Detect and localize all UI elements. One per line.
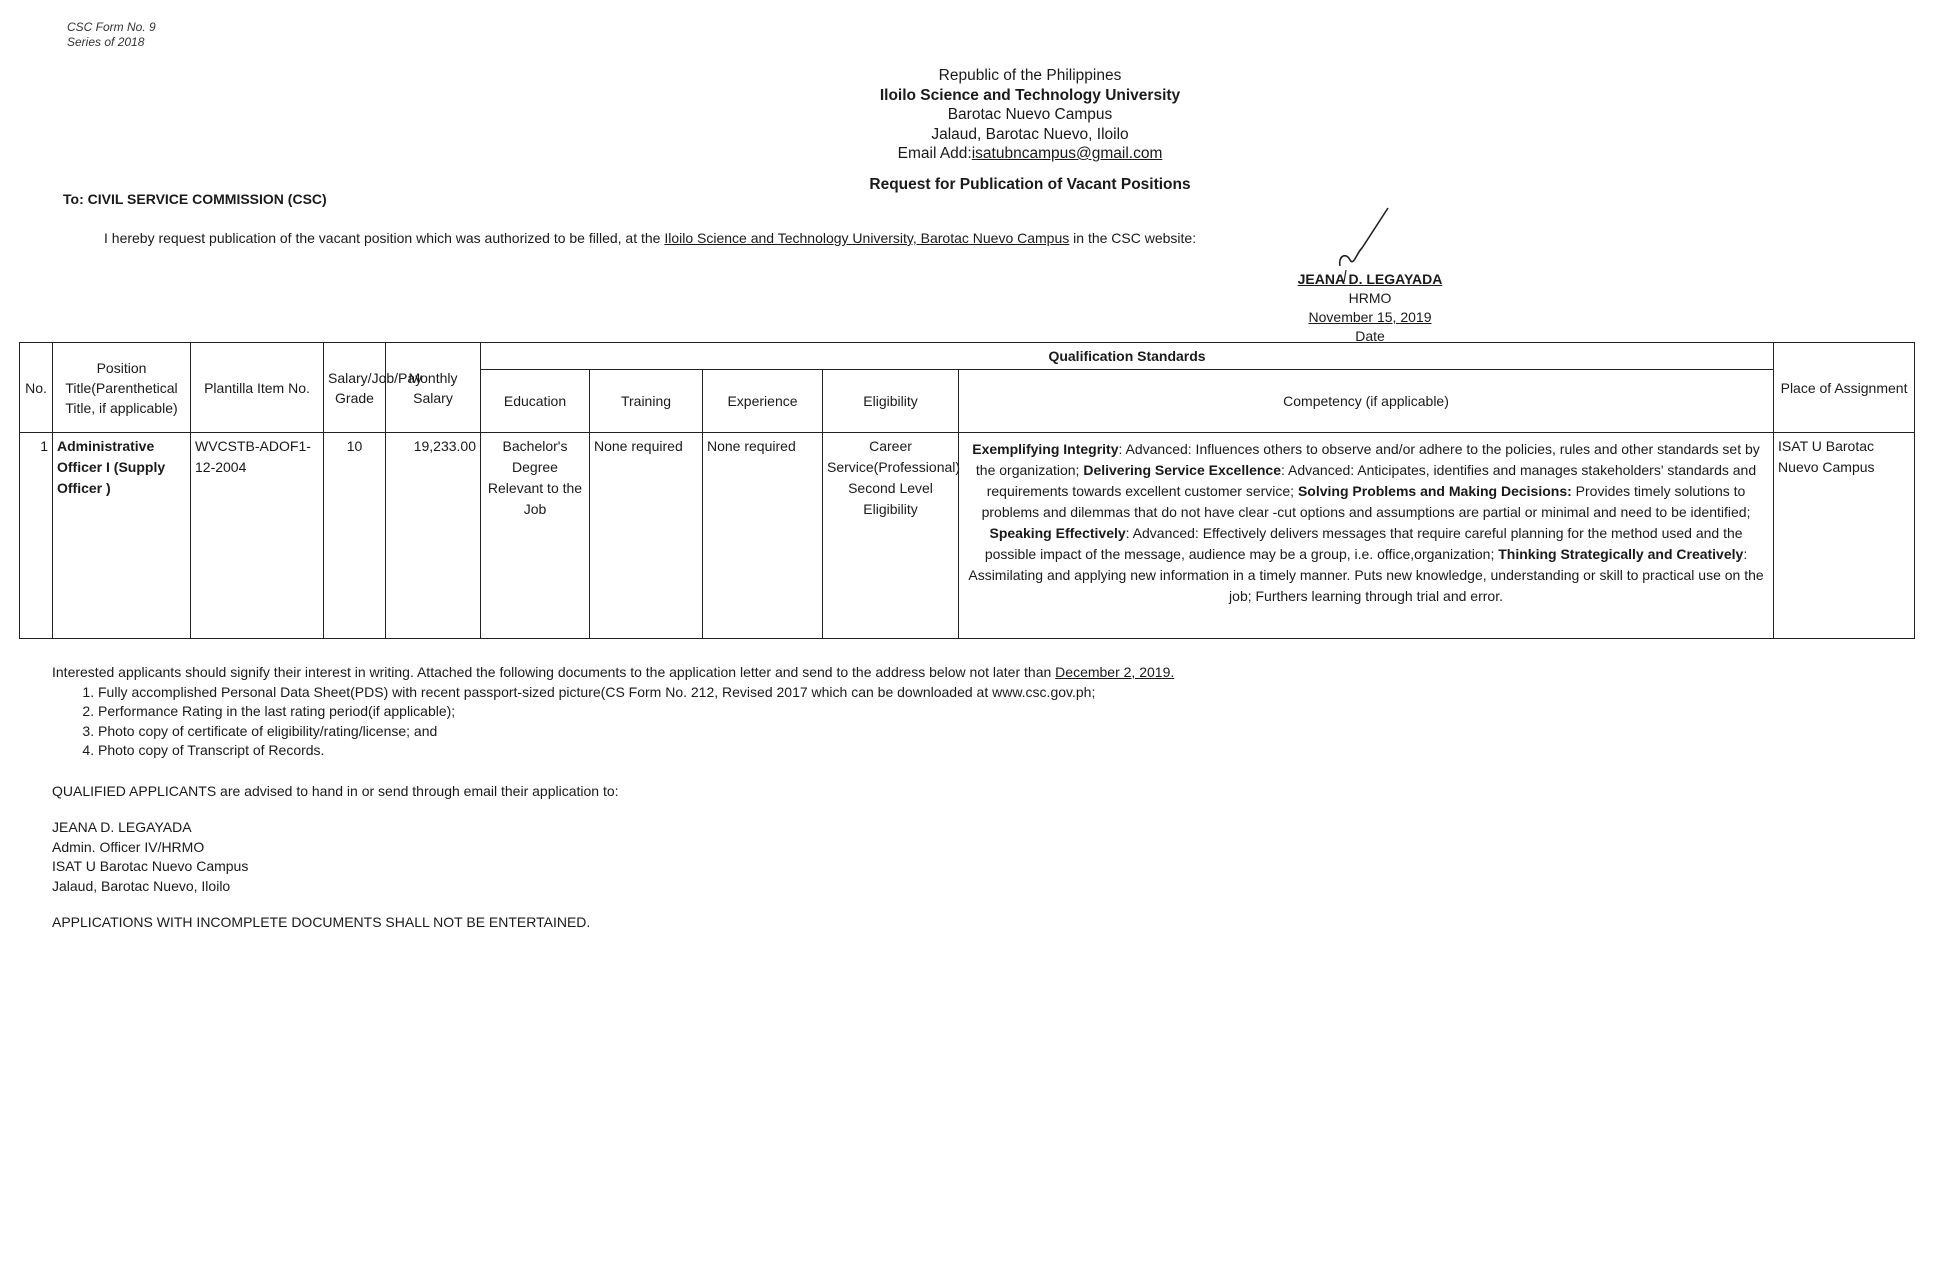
contact-place: Jalaud, Barotac Nuevo, Iloilo [52,877,231,894]
header-grade: Salary/Job/Pay Grade [324,343,386,433]
cell-no: 1 [20,433,53,639]
university-name: Iloilo Science and Technology University [879,86,1181,104]
signatory-name: JEANA D. LEGAYADA [1297,271,1443,287]
intro-text: Interested applicants should signify their interest in writing. Attached the following documents to the application letter and send to the address below not later than [52,664,1056,680]
deadline-date: December 2, 2019. [1055,664,1175,680]
requirements-list [52,683,1174,761]
competency-thinking-label: Thinking Strategically and Creatively [1498,546,1744,562]
cell-salary: 19,233.00 [386,433,481,639]
list-item: 2. Performance Rating in the last rating period(if applicable); [98,702,1174,722]
header-plantilla: Plantilla Item No. [191,343,324,433]
cell-competency [959,433,1774,639]
header-qualification-standards: Qualification Standards [481,343,1774,370]
signatory-block [1290,210,1450,346]
form-number [67,20,156,50]
competency-problems-label: Solving Problems and Making Decisions: [1297,483,1572,499]
request-statement [104,230,1196,246]
header-position: Position Title(Parenthetical Title, if applicable) [53,343,191,433]
header-salary: Monthly Salary [386,343,481,433]
contact-name: JEANA D. LEGAYADA [52,819,192,835]
list-item: 1. Fully accomplished Personal Data Sheet(PDS) with recent passport-sized picture(CS Form No. 212, Revised 2017 which can be downloaded at www.csc.gov.ph; [98,683,1174,703]
cell-place: ISAT U Barotac Nuevo Campus [1774,433,1915,639]
competency-integrity-label: Exemplifying Integrity [972,441,1119,457]
cell-training: None required [590,433,703,639]
email-line [820,144,1240,164]
instructions-intro [52,663,1174,683]
campus-name: Barotac Nuevo Campus [947,106,1113,123]
competency-integrity-text: : Advanced: Influences others to observe and/or adhere to the policies, rules and other standards set by the organization; [975,441,1760,478]
header-experience: Experience [703,370,823,433]
cell-grade: 10 [324,433,386,639]
request-text-before: I hereby request publication of the vacant position which was authorized to be filled, at the [104,230,665,246]
cell-experience: None required [703,433,823,639]
form-series-line: Series of 2018 [67,35,145,49]
competency-service-text: : Advanced: Anticipates, identifies and manages stakeholders' standards and requirements towards excellent customer service; [986,462,1757,499]
contact-address [52,818,248,896]
signatory-date: November 15, 2019 [1308,309,1432,325]
competency-speaking-label: Speaking Effectively [989,525,1126,541]
request-agency: Iloilo Science and Technology University, Barotac Nuevo Campus [664,230,1070,246]
cell-education: Bachelor's Degree Relevant to the Job [481,433,590,639]
recipient-line: To: CIVIL SERVICE COMMISSION (CSC) [63,191,327,207]
header-no: No. [20,343,53,433]
contact-title: Admin. Officer IV/HRMO [52,838,205,855]
table-row [20,433,1915,639]
cell-plantilla: WVCSTB-ADOF1-12-2004 [191,433,324,639]
campus-address: Jalaud, Barotac Nuevo, Iloilo [931,125,1129,143]
date-label: Date [1355,328,1385,344]
vacancy-table [19,342,1915,639]
signatory-position: HRMO [1348,290,1392,306]
submission-advice: QUALIFIED APPLICANTS are advised to hand in or send through email their application to: [52,783,619,799]
competency-speaking-text: : Advanced: Effectively delivers messages that require careful planning for the method used and the possible impact of the message, audience may be a group, i.e. office,organization; [984,525,1743,562]
incomplete-warning: APPLICATIONS WITH INCOMPLETE DOCUMENTS SHALL NOT BE ENTERTAINED. [52,914,591,930]
form-no-line: CSC Form No. 9 [67,20,156,34]
competency-problems-text: Provides timely solutions to problems and dilemmas that do not have clear -cut options and assumptions are partial or minimal and need to be identified; [981,483,1751,520]
header-eligibility: Eligibility [823,370,959,433]
cell-eligibility: Career Service(Professional) Second Level Eligibility [823,433,959,639]
document-title: Request for Publication of Vacant Positions [869,176,1191,193]
contact-campus: ISAT U Barotac Nuevo Campus [52,858,249,874]
competency-thinking-text: : Assimilating and applying new information in a timely manner. Puts new knowledge, understanding or skill to practical use on the job; Furthers learning through trial and error. [968,546,1764,604]
instructions [52,663,1174,761]
signature-mark [1310,204,1410,284]
competency-service-label: Delivering Service Excellence [1083,462,1282,478]
header-place: Place of Assignment [1774,343,1915,433]
header-training: Training [590,370,703,433]
cell-position: Administrative Officer I (Supply Officer ) [53,433,191,639]
table-header-row [20,343,1915,370]
header-education: Education [481,370,590,433]
header-competency: Competency (if applicable) [959,370,1774,433]
letterhead [820,66,1240,164]
republic-line: Republic of the Philippines [938,67,1122,84]
list-item: 4. Photo copy of Transcript of Records. [98,741,1174,761]
email-link[interactable]: isatubncampus@gmail.com [971,145,1163,162]
request-text-after: in the CSC website: [1069,230,1197,246]
email-label: Email Add: [897,145,972,162]
list-item: 3. Photo copy of certificate of eligibility/rating/license; and [98,722,1174,742]
